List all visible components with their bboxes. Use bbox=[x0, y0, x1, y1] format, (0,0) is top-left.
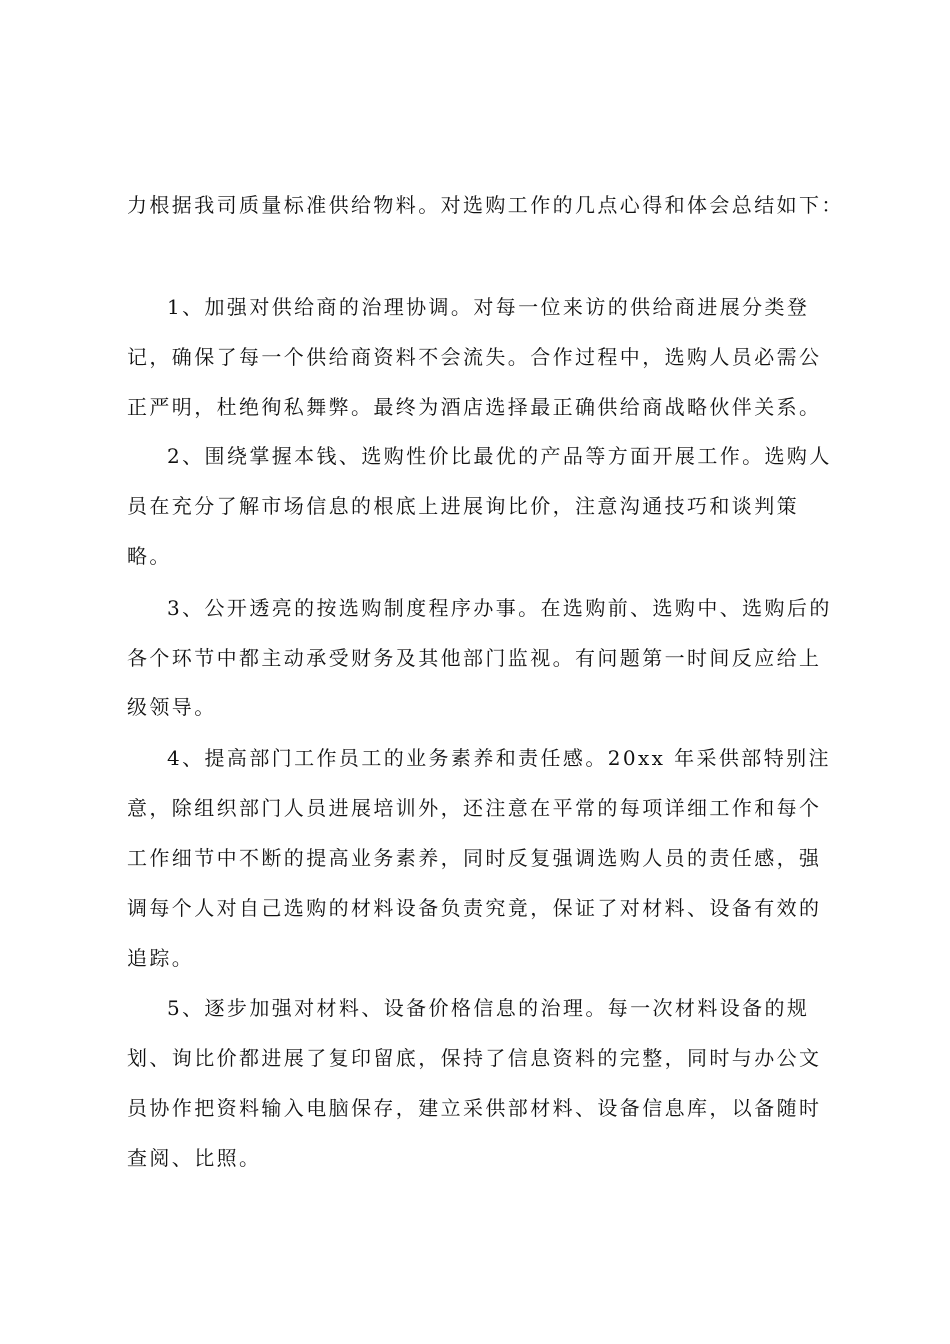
item-1-line-3: 正严明，杜绝徇私舞弊。最终为酒店选择最正确供给商战略伙伴关系。 bbox=[127, 395, 822, 419]
intro-line: 力根据我司质量标准供给物料。对选购工作的几点心得和体会总结如下： bbox=[127, 193, 844, 217]
item-4-line-4: 调每个人对自己选购的材料设备负责究竟，保证了对材料、设备有效的 bbox=[127, 896, 822, 920]
item-3-line-1: 3、公开透亮的按选购制度程序办事。在选购前、选购中、选购后的 bbox=[167, 596, 832, 620]
item-5-line-1: 5、逐步加强对材料、设备价格信息的治理。每一次材料设备的规 bbox=[167, 996, 810, 1020]
item-3-line-2: 各个环节中都主动承受财务及其他部门监视。有问题第一时间反应给上 bbox=[127, 646, 822, 670]
item-2-line-2: 员在充分了解市场信息的根底上进展询比价，注意沟通技巧和谈判策 bbox=[127, 494, 799, 518]
item-2-line-3: 略。 bbox=[127, 544, 172, 568]
item-4-line-3: 工作细节中不断的提高业务素养，同时反复强调选购人员的责任感，强 bbox=[127, 846, 822, 870]
item-5-line-4: 查阅、比照。 bbox=[127, 1146, 262, 1170]
item-2-line-1: 2、围绕掌握本钱、选购性价比最优的产品等方面开展工作。选购人 bbox=[167, 444, 832, 468]
item-5-line-2: 划、询比价都进展了复印留底，保持了信息资料的完整，同时与办公文 bbox=[127, 1046, 822, 1070]
item-5-line-3: 员协作把资料输入电脑保存，建立采供部材料、设备信息库，以备随时 bbox=[127, 1096, 822, 1120]
item-4-line-5: 追踪。 bbox=[127, 946, 195, 970]
item-4-line-2: 意，除组织部门人员进展培训外，还注意在平常的每项详细工作和每个 bbox=[127, 796, 822, 820]
item-4-line-1: 4、提高部门工作员工的业务素养和责任感。20xx 年采供部特别注 bbox=[167, 746, 831, 770]
item-1-line-1: 1、加强对供给商的治理协调。对每一位来访的供给商进展分类登 bbox=[167, 295, 810, 319]
item-3-line-3: 级领导。 bbox=[127, 695, 217, 719]
item-1-line-2: 记，确保了每一个供给商资料不会流失。合作过程中，选购人员必需公 bbox=[127, 345, 822, 369]
